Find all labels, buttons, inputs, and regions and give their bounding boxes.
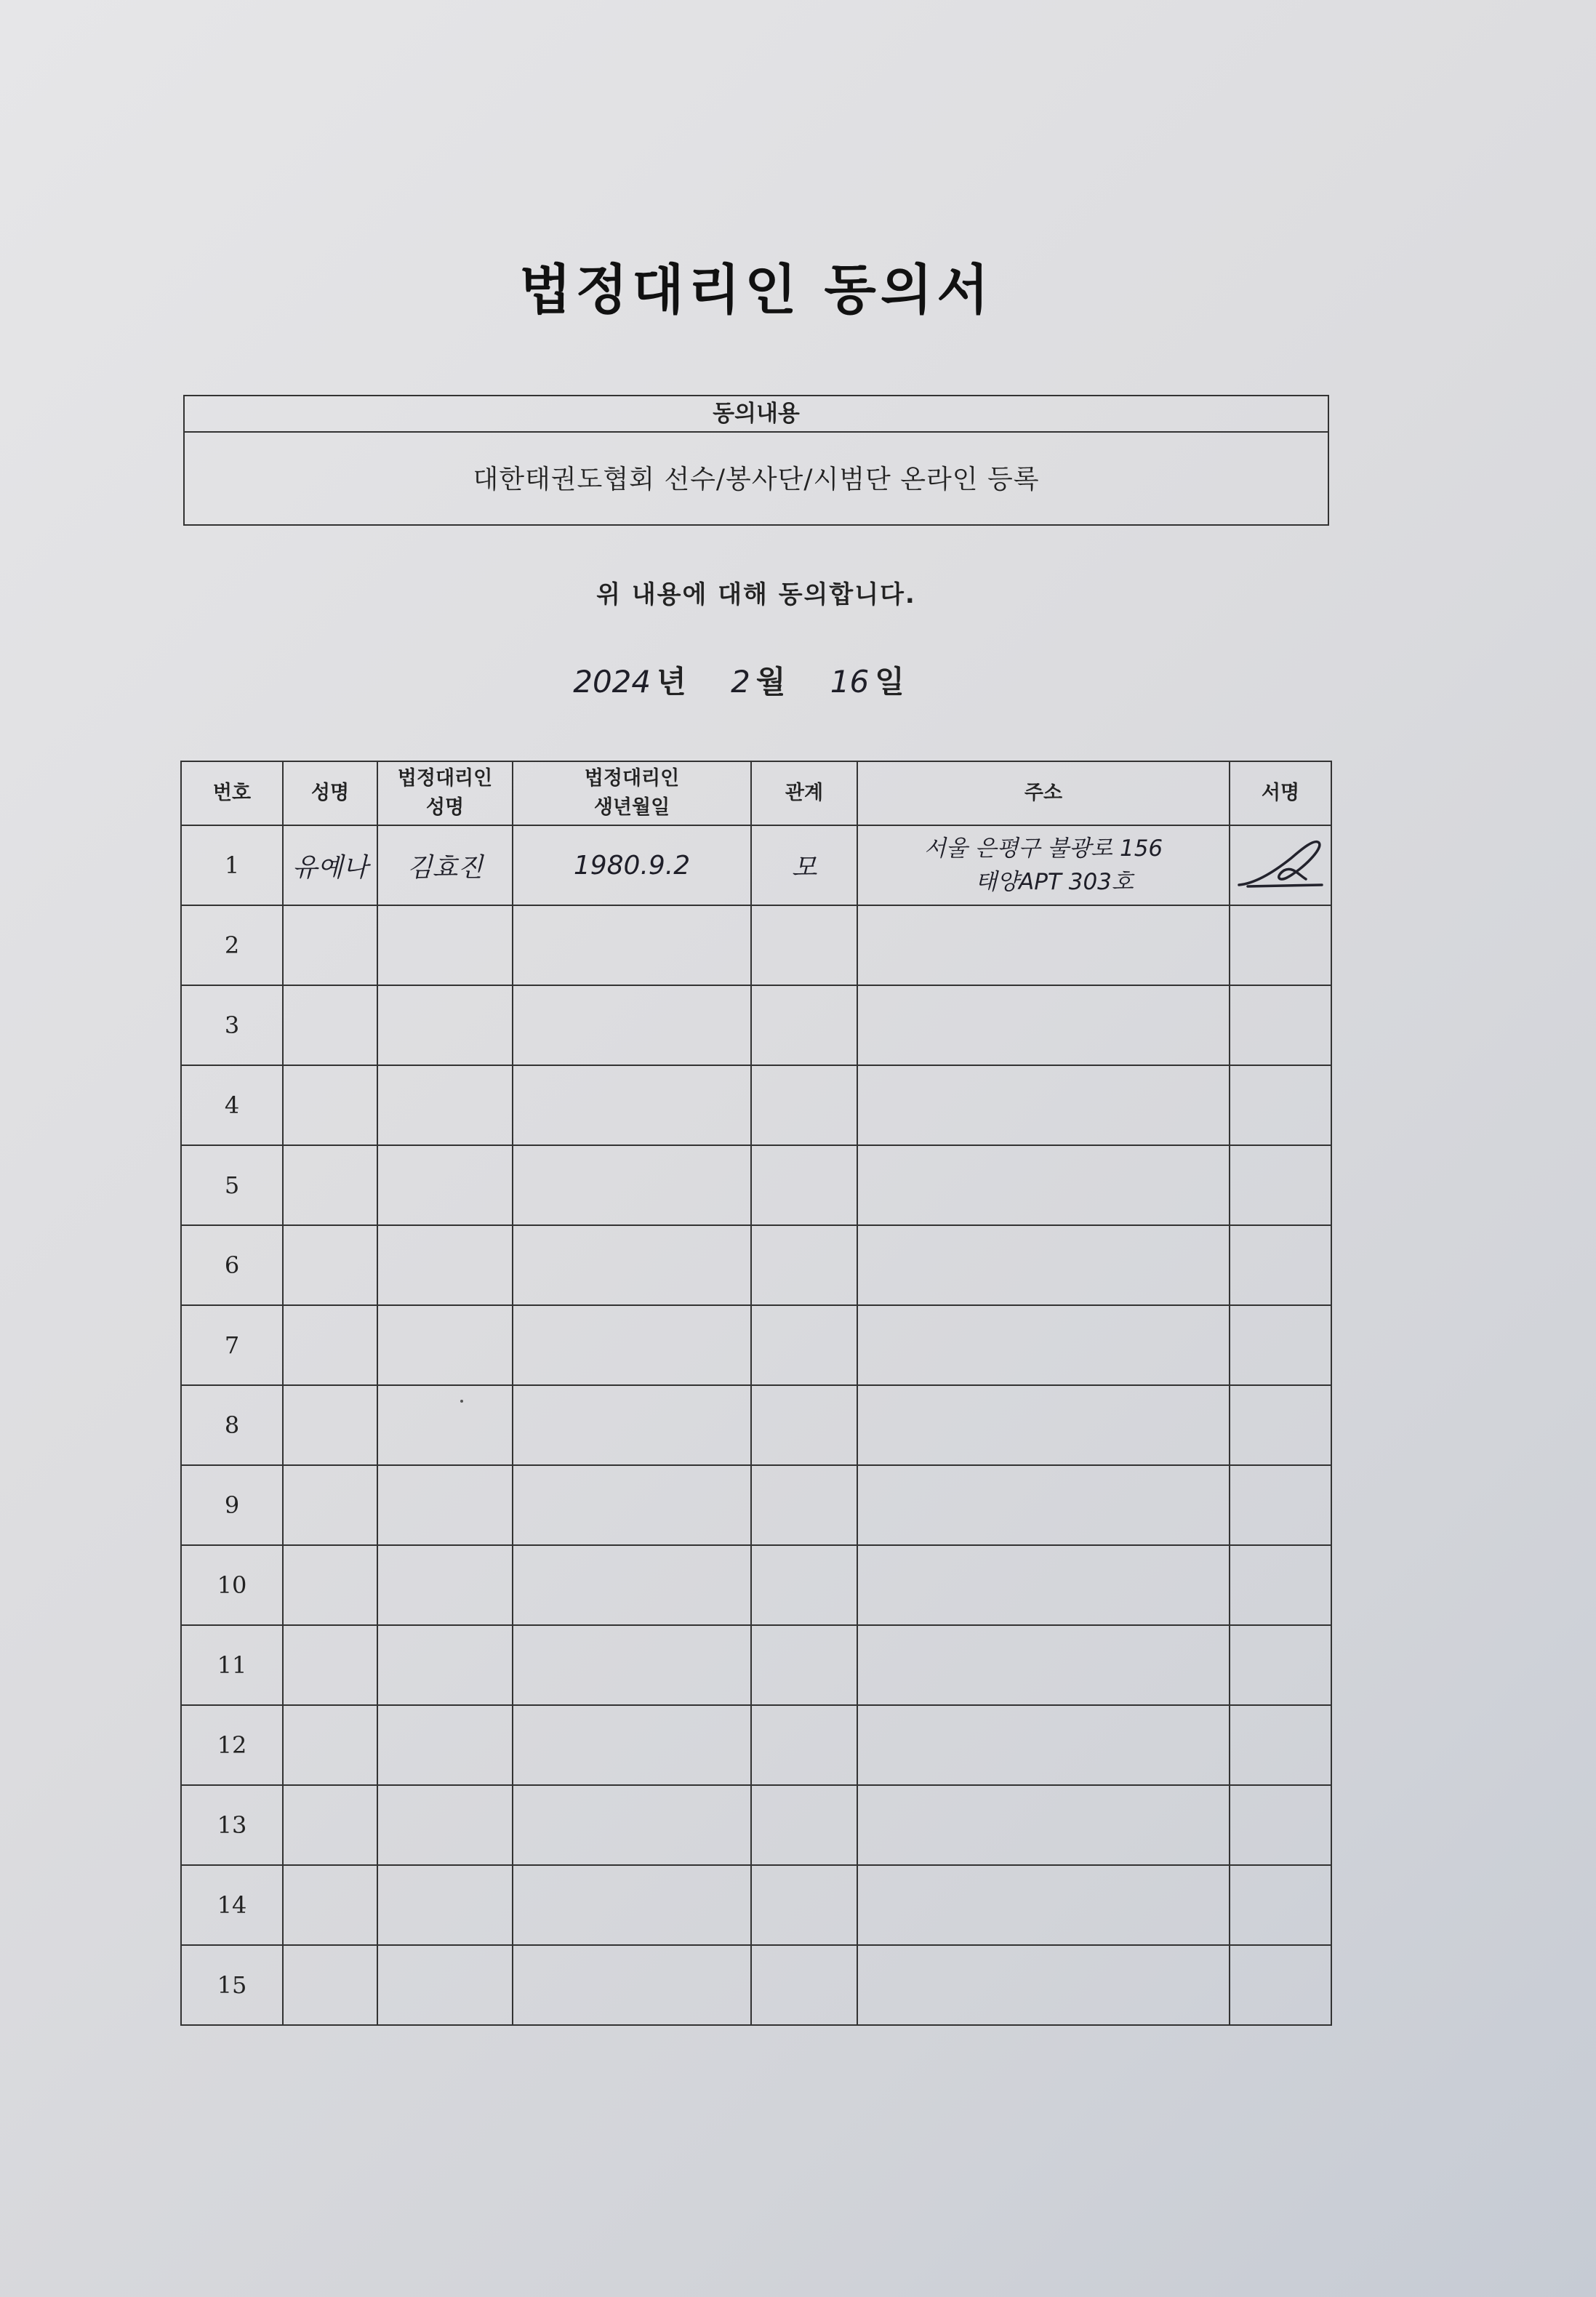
registration-table	[180, 761, 1332, 2026]
row-guardian-name	[377, 825, 513, 905]
row-guardian-name[interactable]	[377, 1465, 513, 1545]
row-relation-text: 모	[791, 852, 817, 883]
row-address[interactable]	[857, 1305, 1230, 1385]
row-relation[interactable]	[751, 1225, 857, 1305]
date-line	[0, 658, 1512, 702]
row-number: 4	[181, 1065, 283, 1145]
row-name	[283, 825, 377, 905]
table-row	[181, 1705, 1331, 1785]
row-signature[interactable]	[1230, 1785, 1331, 1865]
row-guardian-birth[interactable]	[513, 1225, 751, 1305]
date-month: 2	[731, 664, 750, 699]
row-name[interactable]	[283, 905, 377, 985]
row-number: 13	[181, 1785, 283, 1865]
row-name[interactable]	[283, 1625, 377, 1705]
date-year-unit: 년	[657, 664, 686, 699]
header-guardian-birth-line1: 법정대리인	[584, 767, 680, 790]
row-relation[interactable]	[751, 1945, 857, 2025]
row-address[interactable]	[857, 1385, 1230, 1465]
header-number: 번호	[181, 761, 283, 825]
table-header-row	[181, 761, 1331, 825]
row-name[interactable]	[283, 1225, 377, 1305]
header-guardian-name-line2: 성명	[425, 796, 465, 819]
row-address	[857, 825, 1230, 905]
row-signature[interactable]	[1230, 1305, 1331, 1385]
row-signature[interactable]	[1230, 1465, 1331, 1545]
row-address[interactable]	[857, 1545, 1230, 1625]
row-guardian-birth[interactable]	[513, 1305, 751, 1385]
row-signature[interactable]	[1230, 1865, 1331, 1945]
row-relation[interactable]	[751, 1625, 857, 1705]
row-relation[interactable]	[751, 1065, 857, 1145]
table-row	[181, 985, 1331, 1065]
consent-content-header: 동의내용	[185, 396, 1328, 433]
row-signature[interactable]	[1230, 1225, 1331, 1305]
row-address[interactable]	[857, 1945, 1230, 2025]
row-guardian-name[interactable]	[377, 1065, 513, 1145]
row-number: 2	[181, 905, 283, 985]
row-signature[interactable]	[1230, 1545, 1331, 1625]
table-row	[181, 1225, 1331, 1305]
row-guardian-birth	[513, 825, 751, 905]
row-guardian-name[interactable]	[377, 1865, 513, 1945]
row-address[interactable]	[857, 1145, 1230, 1225]
row-guardian-birth[interactable]	[513, 985, 751, 1065]
table-row	[181, 825, 1331, 905]
row-name[interactable]	[283, 1145, 377, 1225]
row-guardian-name[interactable]	[377, 985, 513, 1065]
row-guardian-name[interactable]	[377, 1145, 513, 1225]
row-guardian-name[interactable]	[377, 1545, 513, 1625]
row-number: 5	[181, 1145, 283, 1225]
row-guardian-name[interactable]	[377, 1625, 513, 1705]
table-row	[181, 905, 1331, 985]
row-address[interactable]	[857, 1865, 1230, 1945]
row-guardian-birth[interactable]	[513, 1065, 751, 1145]
header-guardian-name	[377, 761, 513, 825]
row-signature[interactable]	[1230, 985, 1331, 1065]
date-day-unit: 일	[875, 664, 905, 699]
row-guardian-birth[interactable]	[513, 1145, 751, 1225]
document-title: 법정대리인 동의서	[519, 259, 993, 321]
row-guardian-birth[interactable]	[513, 1705, 751, 1785]
row-guardian-birth[interactable]	[513, 1625, 751, 1705]
header-address: 주소	[857, 761, 1230, 825]
table-row	[181, 1065, 1331, 1145]
row-name[interactable]	[283, 1785, 377, 1865]
row-name[interactable]	[283, 1385, 377, 1465]
row-guardian-birth[interactable]	[513, 1465, 751, 1545]
row-number: 9	[181, 1465, 283, 1545]
row-number: 10	[181, 1545, 283, 1625]
row-name[interactable]	[283, 985, 377, 1065]
table-row	[181, 1465, 1331, 1545]
date-year: 2024	[573, 664, 651, 699]
row-relation[interactable]	[751, 1385, 857, 1465]
consent-content-body: 대한태권도협회 선수/봉사단/시범단 온라인 등록	[473, 465, 1040, 494]
table-row	[181, 1545, 1331, 1625]
row-number: 1	[181, 825, 283, 905]
row-number: 8	[181, 1385, 283, 1465]
row-relation[interactable]	[751, 1305, 857, 1385]
handwritten-signature-icon	[1233, 833, 1328, 898]
row-number: 12	[181, 1705, 283, 1785]
row-relation[interactable]	[751, 1705, 857, 1785]
row-guardian-name[interactable]	[377, 1785, 513, 1865]
row-signature[interactable]	[1230, 1065, 1331, 1145]
row-signature[interactable]	[1230, 1385, 1331, 1465]
row-relation	[751, 825, 857, 905]
table-row	[181, 1385, 1331, 1465]
row-guardian-birth[interactable]	[513, 905, 751, 985]
agree-statement: 위 내용에 대해 동의합니다.	[596, 580, 916, 609]
row-name[interactable]	[283, 1945, 377, 2025]
header-name: 성명	[283, 761, 377, 825]
row-address[interactable]	[857, 1785, 1230, 1865]
table-row	[181, 1945, 1331, 2025]
row-number: 14	[181, 1865, 283, 1945]
row-name-text: 유예나	[292, 852, 369, 883]
row-address[interactable]	[857, 985, 1230, 1065]
row-signature[interactable]	[1230, 1145, 1331, 1225]
row-signature[interactable]	[1230, 1705, 1331, 1785]
row-name[interactable]	[283, 1705, 377, 1785]
row-guardian-birth[interactable]	[513, 1385, 751, 1465]
row-relation[interactable]	[751, 905, 857, 985]
row-relation[interactable]	[751, 1545, 857, 1625]
row-signature[interactable]	[1230, 1945, 1331, 2025]
row-guardian-birth[interactable]	[513, 1545, 751, 1625]
row-relation[interactable]	[751, 985, 857, 1065]
table-row	[181, 1865, 1331, 1945]
row-name[interactable]	[283, 1065, 377, 1145]
row-name[interactable]	[283, 1865, 377, 1945]
row-number: 15	[181, 1945, 283, 2025]
row-guardian-name[interactable]	[377, 905, 513, 985]
row-number: 7	[181, 1305, 283, 1385]
row-address[interactable]	[857, 1625, 1230, 1705]
row-guardian-name[interactable]	[377, 1705, 513, 1785]
header-guardian-birth-line2: 생년월일	[593, 796, 670, 819]
table-row	[181, 1305, 1331, 1385]
row-address-line1: 서울 은평구 불광로 156	[923, 835, 1163, 862]
date-month-unit: 월	[755, 664, 786, 699]
row-guardian-birth-text: 1980.9.2	[573, 850, 691, 881]
table-row	[181, 1625, 1331, 1705]
row-name[interactable]	[283, 1545, 377, 1625]
row-address[interactable]	[857, 1465, 1230, 1545]
row-address[interactable]	[857, 1065, 1230, 1145]
header-relation: 관계	[751, 761, 857, 825]
header-guardian-name-line1: 법정대리인	[397, 767, 493, 790]
row-relation[interactable]	[751, 1785, 857, 1865]
row-relation[interactable]	[751, 1865, 857, 1945]
row-signature	[1230, 825, 1331, 905]
paper-speck	[460, 1400, 463, 1403]
row-guardian-name[interactable]	[377, 1305, 513, 1385]
consent-content-box	[183, 395, 1329, 526]
row-guardian-birth[interactable]	[513, 1945, 751, 2025]
row-signature[interactable]	[1230, 1625, 1331, 1705]
row-number: 11	[181, 1625, 283, 1705]
row-guardian-name[interactable]	[377, 1945, 513, 2025]
row-name[interactable]	[283, 1465, 377, 1545]
row-relation[interactable]	[751, 1465, 857, 1545]
table-row	[181, 1145, 1331, 1225]
date-day: 16	[830, 664, 870, 699]
row-guardian-name[interactable]	[377, 1225, 513, 1305]
row-signature[interactable]	[1230, 905, 1331, 985]
row-guardian-name-text: 김효진	[406, 852, 484, 883]
row-address[interactable]	[857, 1225, 1230, 1305]
row-address[interactable]	[857, 905, 1230, 985]
header-signature: 서명	[1230, 761, 1331, 825]
header-guardian-birth	[513, 761, 751, 825]
row-guardian-name[interactable]	[377, 1385, 513, 1465]
row-name[interactable]	[283, 1305, 377, 1385]
row-address-line2: 태양APT 303호	[975, 869, 1134, 895]
row-guardian-birth[interactable]	[513, 1785, 751, 1865]
row-relation[interactable]	[751, 1145, 857, 1225]
row-number: 6	[181, 1225, 283, 1305]
row-address[interactable]	[857, 1705, 1230, 1785]
table-row	[181, 1785, 1331, 1865]
row-number: 3	[181, 985, 283, 1065]
row-guardian-birth[interactable]	[513, 1865, 751, 1945]
